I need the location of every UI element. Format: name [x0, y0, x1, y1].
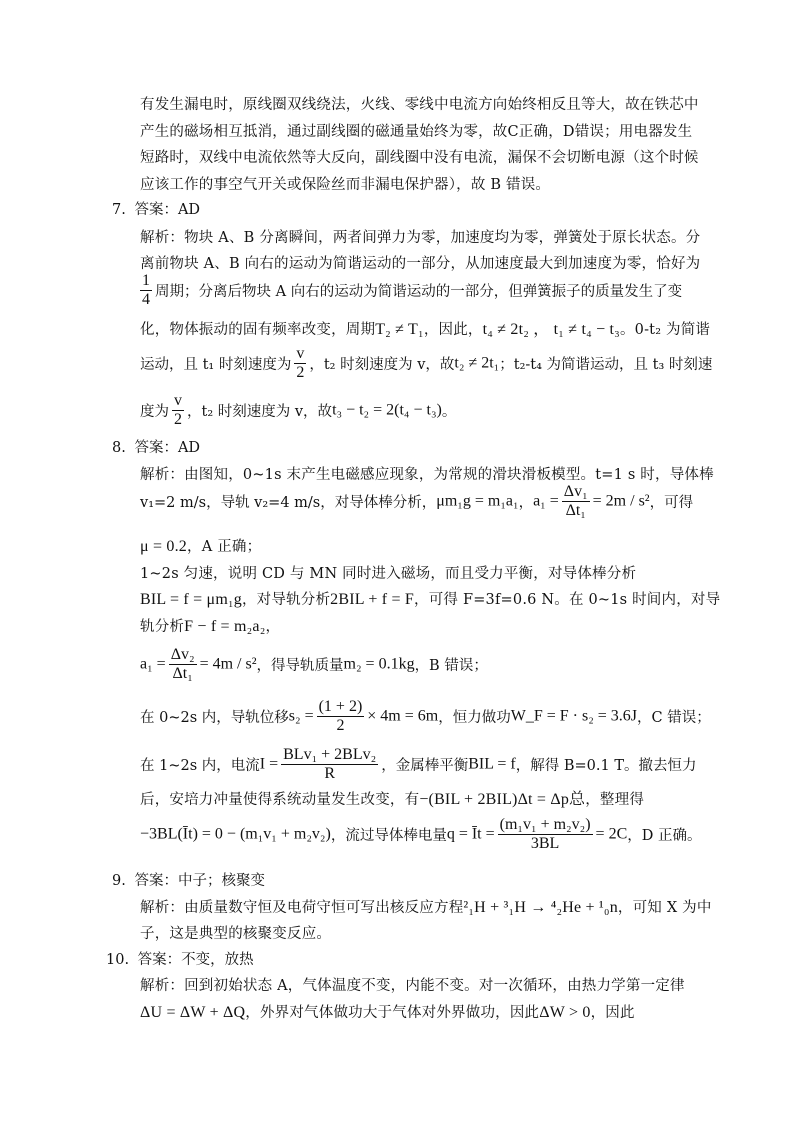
q7-analysis-line-2: 离前物块 A、B 向右的运动为简谐运动的一部分，从加速度最大到加速度为零，恰好为 [140, 256, 701, 272]
rail-acceleration-fraction: $\frac{\text{Δv₂}}{\text{Δt₁}}$ [170, 646, 195, 682]
half-v-fraction-2: $\frac{v}{2}$ [174, 392, 182, 428]
q10-answer-line [106, 950, 258, 970]
q8-analysis-line-7: a₁ = $\frac{\text{Δv₂}}{\text{Δt₁}}$ = 4m / s²，得导轨质量m₂ = 0.1kg，B 错误； [140, 646, 488, 682]
q8-analysis-line-8: 在 0~2s 内，导轨位移s₂ = $\frac{(1 + 2)}{2}$ × 4m = 6m，恒力做功W_F = F · s₂ = 3.6J，C 错误； [140, 698, 711, 734]
q8-analysis-line-5: BIL = f = μm₁g，对导轨分析2BIL + f = F，可得 F=3f=0.6 N。在 0~1s 时间内，对导 [140, 591, 721, 608]
q6-text-line-4: 应该工作的事空气开关或保险丝而非漏电保护器），故 B 错误。 [140, 177, 551, 193]
q7-analysis-line-5: 运动，且 t₁ 时刻速度为 $\frac{v}{2}$ ，t₂ 时刻速度为 v，故t₂ ≠ 2t₁；t₂-t₄ 为简谐运动，且 t₃ 时刻速 [140, 345, 713, 381]
q6-text-line-3: 短路时，双线中电流依然等大反向，副线圈中没有电流，漏保不会切断电源（这个时候 [140, 150, 699, 166]
q9-number: 9. [112, 873, 126, 889]
q7-analysis-line-4: 化，物体振动的固有频率改变，周期T₂ ≠ T₁，因此，t₄ ≠ 2t₂ ， t₁ ≠ t₄ − t₃。0-t₂ 为简谐 [140, 321, 711, 338]
q7-number: 7. [112, 202, 126, 218]
q8-analysis-line-4: 1~2s 匀速，说明 CD 与 MN 同时进入磁场，而且受力平衡，对导体棒分析 [140, 566, 637, 582]
q6-text-line-2: 产生的磁场相互抵消，通过副线圈的磁通量始终为零，故C正确，D错误；用电器发生 [140, 124, 693, 140]
q8-analysis-line-2: v₁=2 m/s，导轨 v₂=4 m/s，对导体棒分析，μm₁g = m₁a₁，a₁ = $\frac{\text{Δv₁}}{\text{Δt₁}}$ = 2m / s²，可得 [140, 483, 694, 519]
q8-analysis-line-10: 后，安培力冲量使得系统动量发生改变，有−(BIL + 2BIL)Δt = Δp总，整理得 [140, 791, 645, 808]
q9-analysis-line-2: 子，这是典型的核聚变反应。 [140, 926, 332, 942]
q7-analysis-line-3: $\frac{1}{4}$ 周期；分离后物块 A 向右的运动为简谐运动的一部分，但弹簧振子的质量发生了变 [142, 272, 683, 308]
displacement-fraction: $\frac{(1 + 2)}{2}$ [318, 698, 363, 734]
current-fraction: $\frac{\text{BLv₁ + 2BLv₂}}{R}$ [283, 746, 377, 782]
q10-number: 10. [106, 952, 130, 968]
q9-answer-line [112, 871, 269, 891]
acceleration-fraction: $\frac{\text{Δv₁}}{\text{Δt₁}}$ [563, 483, 588, 519]
q8-analysis-line-6: 轨分析F − f = m₂a₂， [140, 618, 281, 635]
q10-answer: 答案：不变，放热 [137, 952, 254, 968]
q8-analysis-line-3: μ = 0.2，A 正确； [140, 538, 262, 555]
q7-answer: 答案：AD [134, 202, 201, 218]
q8-answer: 答案：AD [134, 440, 201, 456]
q7-analysis-line-6: 度为 $\frac{v}{2}$ ，t₂ 时刻速度为 v，故t₃ − t₂ = 2(t₄ − t₃)。 [140, 392, 457, 428]
q9-answer: 答案：中子；核聚变 [134, 873, 265, 889]
charge-fraction: $\frac{\text{(m₁v₁ + m₂v₂)}}{3BL}$ [499, 816, 591, 852]
q6-text-line-1: 有发生漏电时，原线圈双线绕法，火线、零线中电流方向始终相反且等大，故在铁芯中 [140, 97, 699, 113]
half-v-fraction: $\frac{v}{2}$ [296, 345, 305, 381]
q9-analysis-line-1: 解析：由质量数守恒及电荷守恒可写出核反应方程²₁H + ³₁H → ⁴₂He + ¹₀n，可知 X 为中 [140, 899, 712, 916]
q7-analysis-line-1: 解析：物块 A、B 分离瞬间，两者间弹力为零，加速度均为零，弹簧处于原长状态。分 [140, 230, 701, 246]
q8-answer-line [112, 438, 204, 458]
q10-analysis-line-1: 解析：回到初始状态 A，气体温度不变，内能不变。对一次循环，由热力学第一定律 [140, 978, 685, 994]
q8-analysis-line-11: −3BL(Īt) = 0 − (m₁v₁ + m₂v₂)，流过导体棒电量q = Īt = $\frac{\text{(m₁v₁ + m₂v₂)}}{3BL}$ = 2C，D 正确。 [140, 816, 702, 852]
q8-analysis-line-1: 解析：由图知，0~1s 末产生电磁感应现象，为常规的滑块滑板模型。t=1 s 时，导体棒 [140, 467, 714, 483]
quarter-fraction: $\frac{1}{4}$ [142, 272, 150, 308]
q8-number: 8. [112, 440, 126, 456]
q7-answer-line [112, 200, 204, 220]
q10-analysis-line-2: ΔU = ΔW + ΔQ，外界对气体做功大于气体对外界做功，因此ΔW > 0，因此 [140, 1004, 635, 1021]
q8-analysis-line-9: 在 1~2s 内，电流I = $\frac{\text{BLv₁ + 2BLv₂}}{R}$ ，金属棒平衡BIL = f，解得 B=0.1 T。撤去恒力 [140, 746, 697, 782]
